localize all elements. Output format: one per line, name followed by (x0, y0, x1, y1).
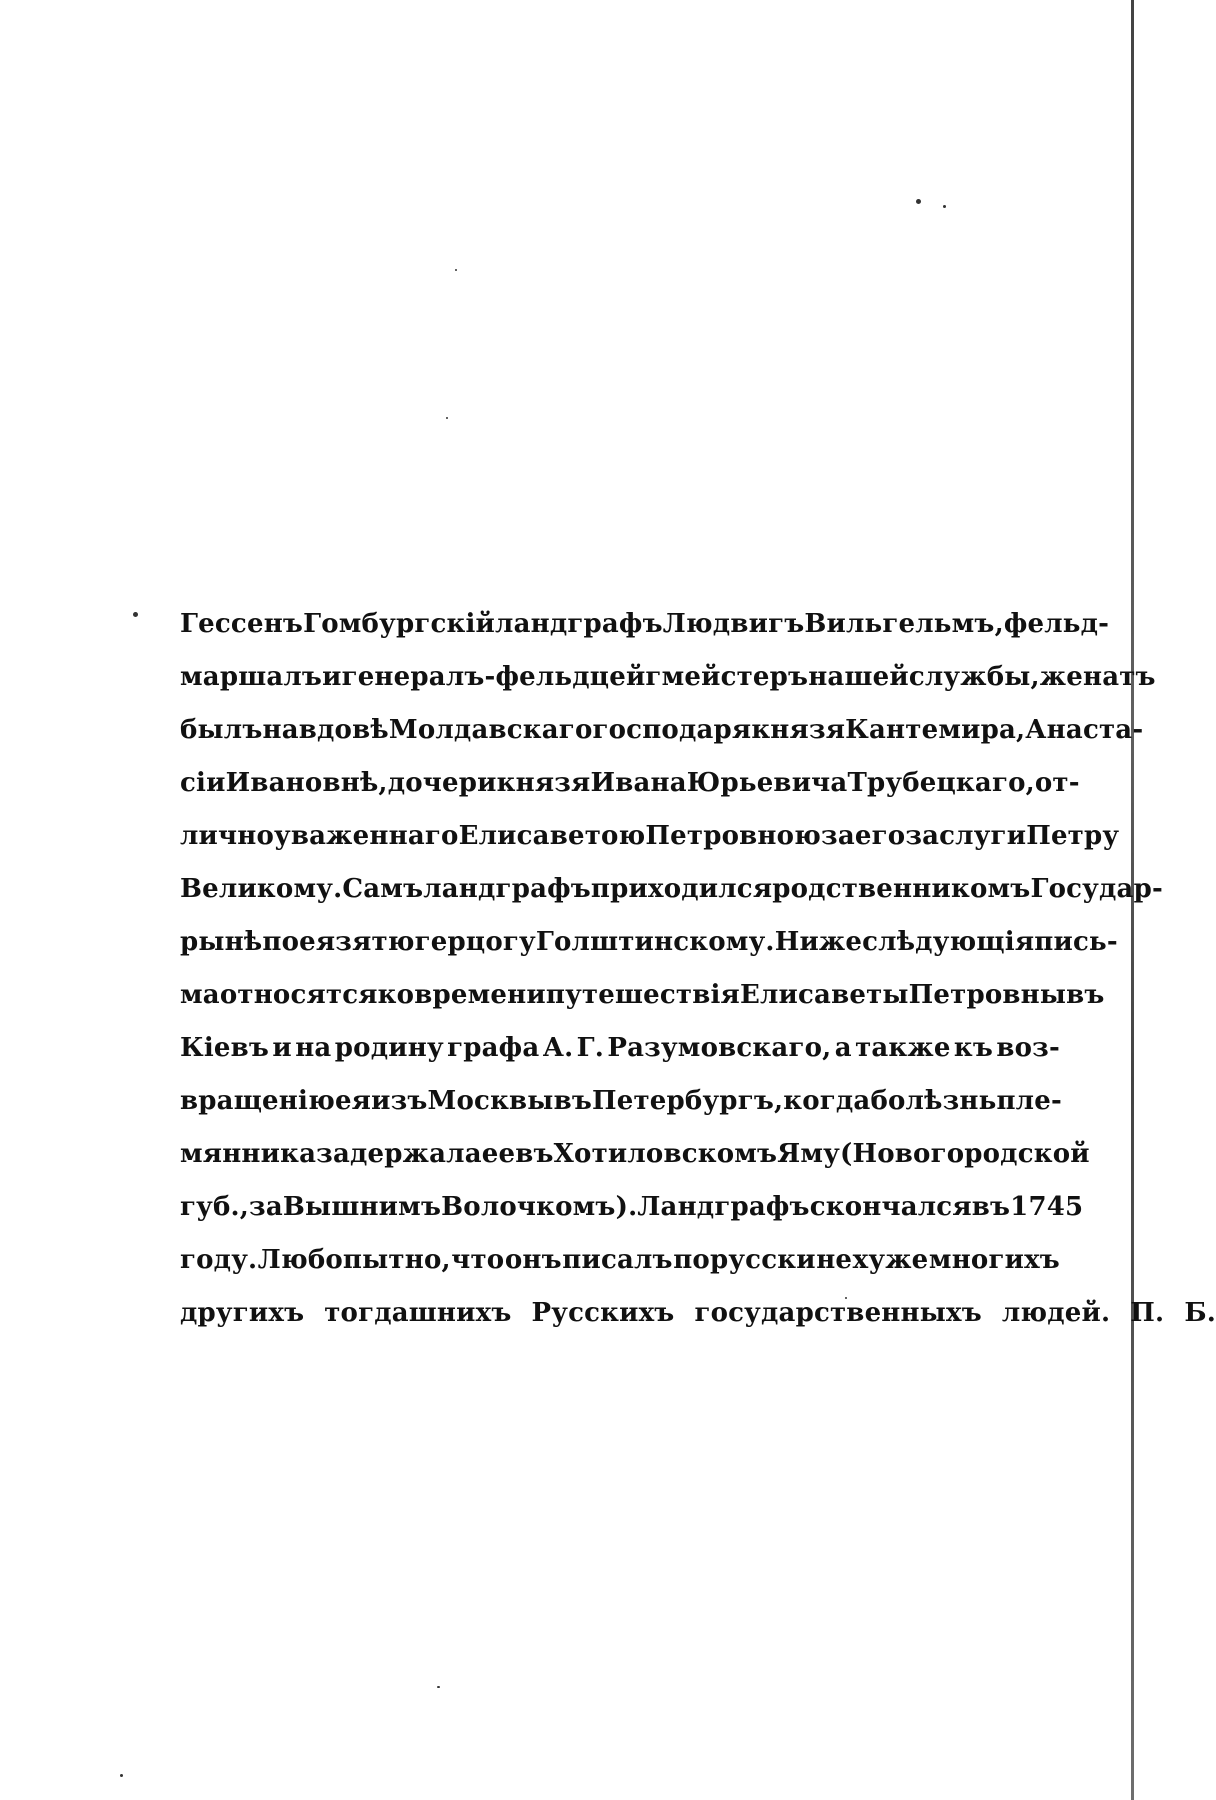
word: ея (334, 1086, 372, 1116)
word: скончался (809, 1192, 972, 1222)
text-line (180, 598, 1110, 651)
word: за (249, 1192, 283, 1222)
word: хуже (852, 1245, 929, 1275)
word: ее (481, 1139, 516, 1169)
word: Хотиловскомъ (553, 1139, 778, 1169)
word: порусски (673, 1245, 816, 1275)
scan-speck (943, 205, 946, 208)
word: въ (1066, 980, 1105, 1010)
word: Петру (1026, 821, 1120, 851)
word: рынѣ (180, 927, 263, 957)
word: государственныхъ (694, 1298, 982, 1328)
word: Вышнимъ (282, 1192, 442, 1222)
word: въ (971, 1192, 1011, 1222)
word: писалъ (562, 1245, 673, 1275)
word: ландграфъ (495, 609, 663, 639)
word: и (322, 662, 342, 692)
word: пись- (1034, 927, 1118, 957)
scan-speck (133, 612, 138, 617)
word: многихъ (928, 1245, 1060, 1275)
word: заслуги (905, 821, 1027, 851)
word: Гессенъ (180, 609, 304, 639)
word: Гомбургскій (303, 609, 496, 639)
text-line (180, 704, 1144, 757)
scan-speck (446, 417, 448, 419)
word: по (262, 927, 300, 957)
word: также (855, 1033, 951, 1063)
word: Елисаветою (458, 821, 646, 851)
word: ландграфъ (423, 874, 591, 904)
word: 1745 (1010, 1192, 1084, 1222)
word: ко (377, 980, 415, 1010)
word: Самъ (342, 874, 424, 904)
word: году. (180, 1245, 258, 1275)
word: за (821, 821, 855, 851)
word: вдовѣ (298, 715, 389, 745)
text-line (180, 969, 1105, 1022)
word: Москвы (427, 1086, 554, 1116)
text-line (180, 1181, 1084, 1234)
word: времени (414, 980, 546, 1010)
scan-speck (916, 199, 921, 204)
word: Яму (777, 1139, 840, 1169)
text-line (180, 1022, 1060, 1075)
word: не (816, 1245, 853, 1275)
text-line (180, 1075, 1060, 1128)
text-line (180, 1234, 1060, 1287)
word: Елисаветы (739, 980, 909, 1010)
word: родственникомъ (772, 874, 1031, 904)
word: былъ (180, 715, 263, 745)
text-line (180, 1128, 1090, 1181)
word: на (295, 1033, 332, 1063)
word: въ (515, 1139, 554, 1169)
word: мянника (180, 1139, 317, 1169)
word: людей. (1001, 1298, 1111, 1328)
word: на (262, 715, 299, 745)
word: Трубецкаго, (847, 768, 1035, 798)
word: ма (180, 980, 220, 1010)
word: герцогу (414, 927, 536, 957)
word: службы, (908, 662, 1040, 692)
text-line (180, 1287, 1216, 1340)
word: Кантемира, (845, 715, 1026, 745)
word: Юрьевича (686, 768, 848, 798)
word: Петровны (908, 980, 1067, 1010)
word: сіи (180, 768, 226, 798)
scan-speck (120, 1774, 123, 1777)
paragraph (180, 598, 1216, 1340)
word: вращенію (180, 1086, 335, 1116)
word: Петербургъ, (592, 1086, 784, 1116)
word: Любопытно, (257, 1245, 451, 1275)
word: господаря (592, 715, 752, 745)
word: и (272, 1033, 292, 1063)
word: Б. (1184, 1298, 1216, 1328)
word: (Новогородской (839, 1139, 1090, 1169)
word: Разумовскаго, (607, 1033, 832, 1063)
word: къ (953, 1033, 994, 1063)
word: Людвигъ (662, 609, 805, 639)
word: Великому. (180, 874, 343, 904)
word: Анаста- (1025, 715, 1144, 745)
word: нашей (808, 662, 909, 692)
word: графа (447, 1033, 540, 1063)
word: губ., (180, 1192, 250, 1222)
word: когда (783, 1086, 871, 1116)
word: женатъ (1039, 662, 1156, 692)
text-line (180, 757, 1080, 810)
word: уваженнаго (274, 821, 459, 851)
word: изъ (371, 1086, 428, 1116)
word: тогдашнихъ (324, 1298, 512, 1328)
text-line (180, 863, 1163, 916)
word: П. (1130, 1298, 1165, 1328)
word: ея (299, 927, 336, 957)
word: что (451, 1245, 505, 1275)
text-line (180, 651, 1156, 704)
word: Нижеслѣдующія (774, 927, 1035, 957)
word: воз- (996, 1033, 1060, 1063)
word: Молдавскаго (388, 715, 593, 745)
word: болѣзнь (870, 1086, 997, 1116)
word: Русскихъ (531, 1298, 675, 1328)
word: А. (542, 1033, 574, 1063)
word: фельд- (1003, 609, 1110, 639)
scan-speck (455, 269, 457, 271)
word: Волочкомъ). (441, 1192, 638, 1222)
word: князя (751, 715, 846, 745)
word: путешествія (545, 980, 740, 1010)
word: генералъ-фельдцейгмейстеръ (341, 662, 809, 692)
word: маршалъ (180, 662, 323, 692)
word: пле- (996, 1086, 1062, 1116)
word: его (854, 821, 906, 851)
word: приходился (590, 874, 773, 904)
word: Вильгельмъ, (804, 609, 1004, 639)
word: онъ (504, 1245, 562, 1275)
word: родину (334, 1033, 444, 1063)
word: въ (553, 1086, 592, 1116)
scan-speck (437, 1686, 440, 1688)
word: другихъ (180, 1298, 305, 1328)
text-line (180, 810, 1120, 863)
word: Ивановнѣ, (225, 768, 388, 798)
text-line (180, 916, 1118, 969)
word: князя (496, 768, 591, 798)
word: относятся (219, 980, 378, 1010)
word: Ландграфъ (637, 1192, 810, 1222)
word: дочери (387, 768, 497, 798)
word: Ивана (590, 768, 687, 798)
word: лично (180, 821, 275, 851)
word: Государ- (1030, 874, 1163, 904)
word: зятю (335, 927, 415, 957)
word: а (834, 1033, 852, 1063)
word: Голштинскому. (535, 927, 775, 957)
word: Кіевъ (180, 1033, 270, 1063)
word: Петровною (645, 821, 822, 851)
word: от- (1034, 768, 1080, 798)
word: задержала (316, 1139, 482, 1169)
word: Г. (576, 1033, 605, 1063)
